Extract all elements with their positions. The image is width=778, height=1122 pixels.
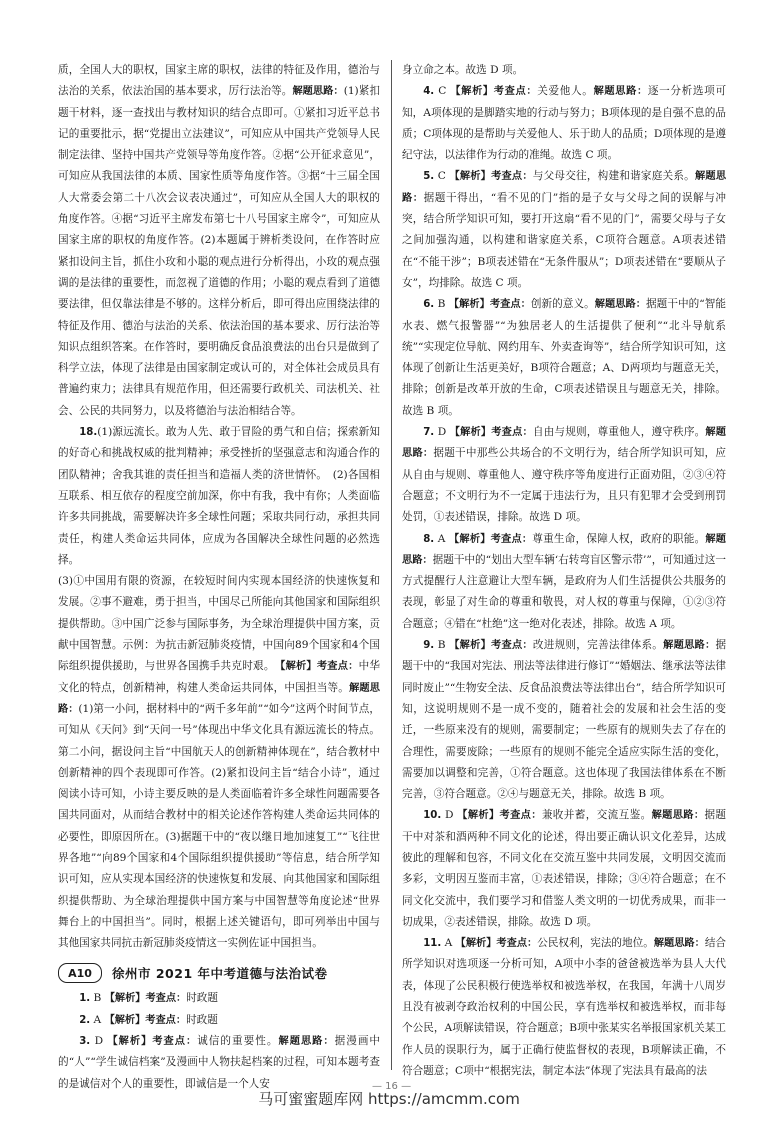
text: 质，全国人大的职权，国家主席的职权，法律的特征及作用，德治与法治的关系，依法治国的基本要求，厉行法治等。: [58, 64, 380, 98]
answer-18: [58, 422, 380, 571]
answer-letter: A: [437, 532, 446, 545]
question-number: 11.: [423, 938, 442, 950]
answer-1: [58, 988, 380, 1009]
answer-3: [58, 1031, 380, 1095]
question-number: 4.: [423, 86, 435, 98]
text: 据题干中的“智能水表、燃气报警器”“为独居老人的生活提供了便利”“北斗导航系统”“实现定位导航、网约用车、外卖查询等”，结合所学知识可知，这体现了创新让生活更美好，B项符合题意；A、D两项均与题意无关，排除；创新是改革开放的生命，C项表述错误且与题意无关，排除。故选 B 项。: [402, 298, 727, 417]
analysis-label: 【解析】考查点：: [449, 171, 533, 183]
analysis-label: 【解析】考查点：: [449, 640, 533, 652]
right-column: [402, 60, 726, 1082]
text: 据题干中的“我国对宪法、刑法等法律进行修订”“婚姻法、继承法等法律同时废止”“生物安全法、反食品浪费法等法律出台”，结合所学知识可知，这说明规则不是一成不变的，随着社会的发展和社会生活的变迁，一些原来没有的规则，需要制定；一些原有的规则失去了存在的合理性，需要废除；一些原有的规则不能完全适应实际生活的变化，需要加以调整和完善，①符合题意。这也体现了我国法律体系在不断完善，③符合题意。②④与题意无关，排除。故选 B 项。: [402, 639, 727, 801]
label: 解题思路：: [292, 86, 344, 98]
watermark-text: 马可蜜蜜题库网 https://amcmm.com: [258, 1090, 520, 1108]
text: 逐一分析选项可知，A项体现的是脚踏实地的行动与努力；B项体现的是自强不息的品质；C项体现的是帮助与关爱他人、乐于助人的品质；D项体现的是遵纪守法，以法律作为行动的准绳。故选 C 项。: [402, 85, 727, 162]
left-column: [58, 60, 380, 1095]
label: 解题思路：: [402, 427, 726, 460]
label: 解题思路：: [402, 533, 726, 566]
analysis-label: 【解析】考查点：: [448, 299, 531, 311]
analysis-label: 【解析】考查点：: [457, 810, 542, 822]
text: 公民权利，宪法的地位。: [537, 937, 654, 950]
section-title: 徐州市 2021 年中考道德与法治试卷: [112, 965, 328, 981]
analysis-label: 【解析】考查点：: [280, 661, 359, 673]
label: 解题思路：: [58, 682, 380, 715]
analysis-label: 【解析】考查点：: [455, 938, 538, 950]
text: 据题干中对茶和酒两种不同文化的论述，得出要正确认识文化差异，达成彼此的理解和包容，不同文化在交流互鉴中共同发展，文明因交流而多彩，文明因互鉴而丰富，①表述错误，排除；③④符合题意；在不同文化交流中，我们要学习和借鉴人类文明的一切优秀成果，而非一切成果，②表述错误，排除。故选 D 项。: [402, 809, 727, 928]
question-number: 2.: [79, 1014, 91, 1026]
answer-letter: C: [437, 170, 446, 183]
analysis-label: 【解析】考查点：: [449, 427, 533, 439]
label: 解题思路：: [663, 640, 716, 652]
text: (1)第一小问，据材料中的“两千多年前”“如今”这两个时间节点，可知从《天问》到“天问一号”体现出中华文化具有源远流长的特点。第二小问，据设问主旨“中国航天人的创新精神体现在”，结合教材中创新精神的四个表现即可作答。(2)紧扣设问主旨“结合小诗”，通过阅读小诗可知，小诗主要反映的是人类面临着许多全球性问题需要各国共同面对，从而结合教材中的相关论述作答构建人类命运共同体的必要性，即原因所在。(3)据题干中的“夜以继日地加速复工”“飞往世界各地”“向89个国家和4个国际组织提供援助”等信息，结合所学知识可知，应从实现本国经济的快速恢复和发展、向其他国家和国际组织提供帮助、为全球治理提供中国方案与中国智慧等角度论述“世界舞台上的中国担当”。同时，根据上述关键语句，即可列举出中国与其他国家共同抗击新冠肺炎疫情这一实例佐证中国担当。: [58, 702, 381, 950]
answer-letter: D: [437, 426, 447, 439]
analysis-label: 【解析】考查点：: [104, 1014, 187, 1026]
answer-letter: B: [93, 992, 102, 1005]
text: 据题干得出，“看不见的门”指的是子女与父母之间的误解与冲突，结合所学知识可知，要打开这扇“看不见的门”，需要父母与子女之间加强沟通，以构建和谐家庭关系，C项符合题意。A项表述错在“不能干涉”；B项表述错在“无条件服从”；D项表述错在“要顺从子女”，均排除。故选 C 项。: [402, 191, 726, 289]
answer-2: [58, 1010, 380, 1031]
text: 兼收并蓄，交流互鉴。: [541, 809, 652, 822]
question-number: 18.: [79, 427, 98, 439]
text: 尊重生命，保障人权，政府的职能。: [532, 532, 706, 545]
paragraph: [402, 60, 726, 81]
answer-4: [402, 81, 726, 166]
text: 身立命之本。故选 D 项。: [402, 64, 524, 76]
answer-9: [402, 635, 726, 805]
section-badge: A10: [58, 963, 102, 983]
answer-letter: C: [438, 85, 447, 98]
answer-letter: B: [437, 639, 446, 652]
text: 诚信的重要性。: [197, 1035, 279, 1048]
text: (3)①中国用有限的资源，在较短时间内实现本国经济的快速恢复和发展。②事不避难，勇于担当，中国尽己所能向其他国家和国际组织提供帮助。③中国广泛参与国际事务，为全球治理提供中国方案，贡献中国智慧。示例：为抗击新冠肺炎疫情，中国向89个国家和4个国际组织提供援助，与世界各国携手共克时艰。: [58, 575, 380, 673]
text: (1)源远流长。敢为人先、敢于冒险的勇气和自信；探索新知的好奇心和挑战权威的批判精神；承受挫折的坚强意志和沟通合作的团队精神；舍我其谁的责任担当和造福人类的济世情怀。: [58, 426, 380, 481]
text: 据题干中的“划出大型车辆‘右转弯盲区警示带’”，可知通过这一方式提醒行人注意避让大型车辆，是政府为人们生活提供公共服务的表现，彰显了对生命的尊重和敬畏，对人权的尊重与保障，①②③符合题意；④错在“杜绝”这一绝对化表述，排除。故选 A 项。: [402, 553, 726, 630]
question-number: 9.: [423, 640, 435, 652]
label: 解题思路：: [402, 171, 727, 204]
page-number: — 16 —: [372, 1081, 412, 1092]
question-number: 1.: [79, 993, 91, 1005]
question-number: 10.: [423, 810, 442, 822]
text: 与父母交往，构建和谐家庭关系。: [532, 170, 695, 183]
question-number: 5.: [423, 171, 435, 183]
label: 解题思路：: [278, 1036, 335, 1048]
answer-letter: A: [444, 937, 453, 950]
label: 解题思路：: [593, 86, 648, 98]
text: 改进规则，完善法律体系。: [532, 639, 664, 652]
text: 时政题: [186, 992, 218, 1005]
page-footer: [0, 1081, 778, 1109]
analysis-label: 【解析】考查点：: [449, 533, 533, 545]
answer-10: [402, 805, 726, 933]
analysis-label: 【解析】考查点：: [450, 86, 538, 98]
answer-letter: D: [445, 809, 454, 822]
text: 创新的意义。: [530, 298, 595, 311]
question-number: 7.: [423, 427, 435, 439]
analysis-label: 【解析】考查点：: [104, 993, 187, 1005]
answer-letter: B: [437, 298, 446, 311]
label: 解题思路：: [653, 938, 705, 950]
answer-7: [402, 422, 726, 528]
question-number: 8.: [423, 533, 435, 545]
section-heading: [58, 962, 380, 984]
text: (2)各国相互联系、相互依存的程度空前加深，你中有我，我中有你；人类面临许多共同挑战，需要解决许多全球性问题；采取共同行动，承担共同责任，构建人类命运共同体，应成为各国解决全球性问题的必然选择。: [58, 468, 380, 566]
answer-5: [402, 166, 726, 294]
answer-letter: A: [93, 1013, 102, 1026]
column-divider: [391, 60, 392, 1070]
label: 解题思路：: [594, 299, 647, 311]
question-number: 6.: [423, 299, 435, 311]
label: 解题思路：: [651, 810, 705, 822]
text: 时政题: [186, 1013, 218, 1026]
answer-6: [402, 294, 726, 422]
question-number: 3.: [79, 1036, 91, 1048]
answer-8: [402, 529, 726, 635]
text: 据漫画中的“人”“学生诚信档案”及漫画中人物扶起档案的过程，可知本题考查的是诚信对个人的重要性，即诚信是一个人安: [58, 1035, 381, 1090]
text: 自由与规则，尊重他人，遵守秩序。: [532, 426, 706, 439]
text: 中华文化的特点，创新精神，构建人类命运共同体，中国担当等。: [58, 660, 381, 694]
text: 据题干中那些公共场合的不文明行为，结合所学知识可知，应从自由与规则、尊重他人、遵守秩序等角度进行正面劝阻，②③④符合题意；不文明行为不一定属于违法行为，且只有犯罪才会受到刑罚处罚，①表述错误，排除。故选 D 项。: [402, 447, 727, 524]
text: (1)紧扣题干材料，逐一查找出与教材知识的结合点即可。①紧扣习近平总书记的重要批示，据“党提出立法建议”，可知应从中国共产党领导人民制定法律、坚持中国共产党领导等角度作答。②据“公开征求意见”，可知应从我国法律的本质、国家性质等角度作答。③据“十三届全国人大常委会第二十八次会议表决通过”，可知应从全国人大的职权的角度作答。④据“习近平主席发布第七十八号国家主席令”，可知应从国家主席的职权的角度作答。(2)本题属于辨析类设问，在作答时应紧扣设问主旨，抓住小玫和小聪的观点进行分析得出，小玫的观点强调的是法律的重要性，而忽视了道德的作用；小聪的观点看到了道德要法律，但仅靠法律是不够的。这样分析后，即可得出应围绕法律的特征及作用、德治与法治的关系、依法治国的基本要求、厉行法治等知识点组织答案。在作答时，要明确反食品浪费法的出台只是做到了科学立法，体现了法律是由国家制定或认可的，对全体社会成员具有普遍约束力；法律具有规范作用，但还需要行政机关、司法机关、社会、公民的共同努力，以及将德治与法治相结合等。: [58, 85, 381, 417]
paragraph: [58, 60, 380, 422]
answer-letter: D: [94, 1035, 104, 1048]
answer-18-part3: [58, 571, 380, 954]
analysis-label: 【解析】考查点：: [107, 1036, 198, 1048]
text: 关爱他人。: [537, 85, 594, 98]
text: 结合所学知识对选项逐一分析可知，A项中小李的爸爸被选举为县人大代表，体现了公民积极行使选举权和被选举权，在我国，年满十八周岁且没有被剥夺政治权利的中国公民，享有选举权和被选举权，而非每个公民，A项解读错误，符合题意；B项中张某实名举报国家机关某工作人员的误职行为，属于正确行使监督权的表现，B项解读正确，不符合题意；C项中“根据宪法，制定本法”体现了宪法具有最高的法: [402, 937, 727, 1077]
answer-11: [402, 933, 726, 1082]
